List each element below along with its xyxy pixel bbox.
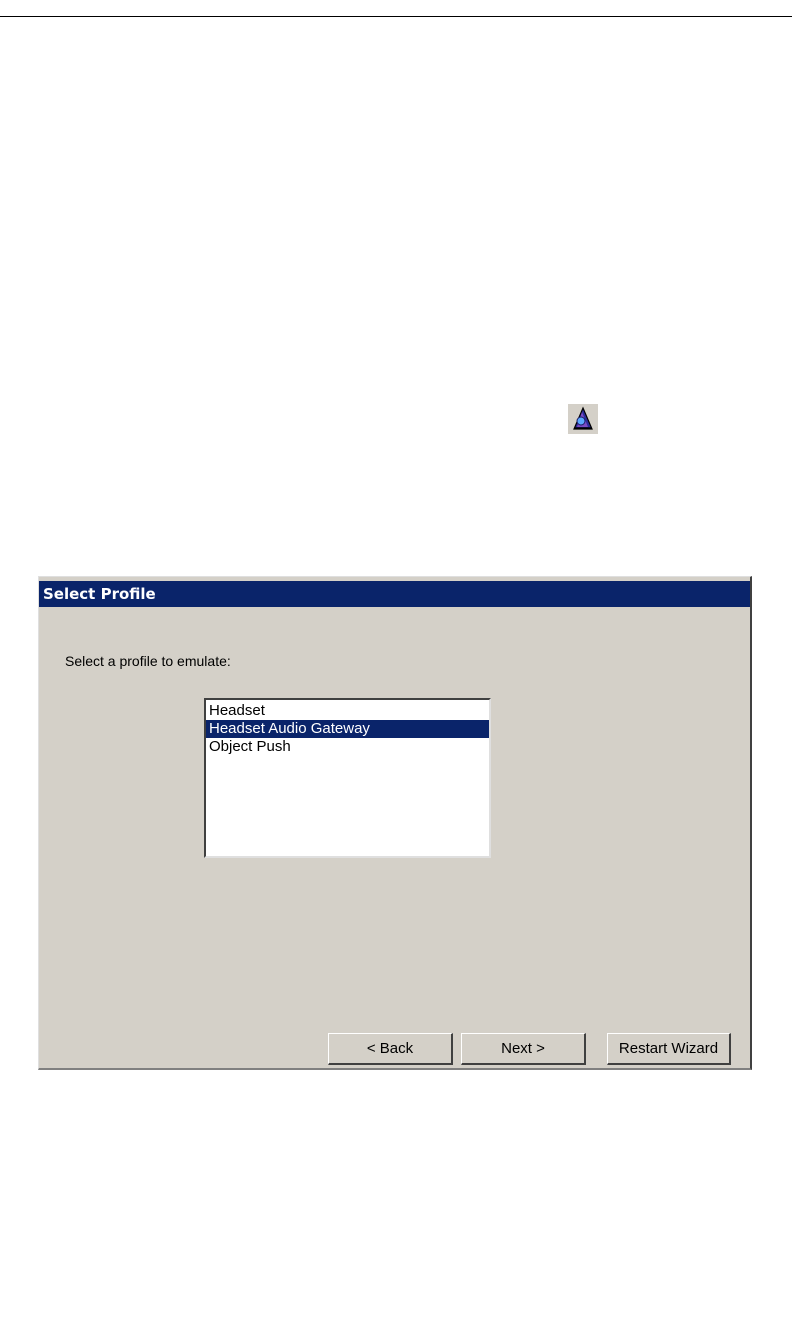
page-header-rule (0, 16, 792, 17)
list-item-headset-audio-gateway[interactable]: Headset Audio Gateway (206, 720, 489, 738)
wizard-sail-icon (568, 404, 598, 434)
select-profile-dialog (38, 576, 752, 1070)
list-item-object-push[interactable]: Object Push (209, 738, 291, 755)
profile-prompt-label: Select a profile to emulate: (65, 653, 231, 669)
next-button[interactable]: Next > (461, 1033, 586, 1065)
list-item-headset[interactable]: Headset (209, 702, 265, 719)
dialog-title: Select Profile (39, 581, 750, 607)
back-button[interactable]: < Back (328, 1033, 453, 1065)
profile-listbox[interactable] (204, 698, 491, 858)
restart-wizard-button[interactable]: Restart Wizard (607, 1033, 731, 1065)
